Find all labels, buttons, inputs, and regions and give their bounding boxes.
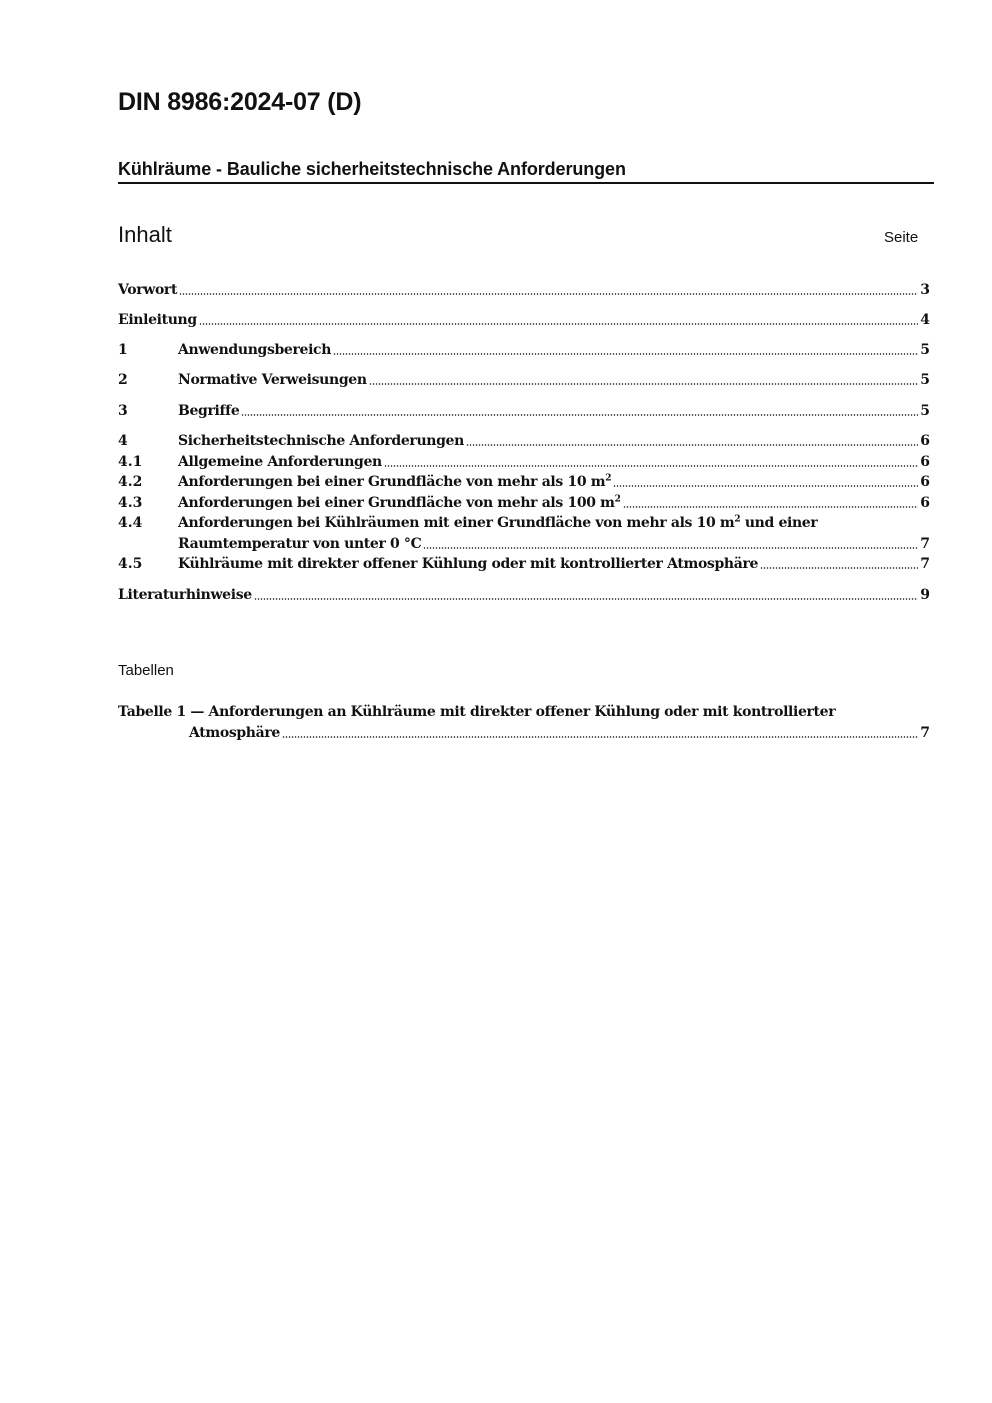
- toc-leader: [241, 414, 918, 416]
- toc-entry-number: 1: [118, 342, 128, 358]
- toc-entry-title: Vorwort: [118, 282, 178, 298]
- toc-entry-page: 6: [920, 474, 930, 490]
- toc-entry-page: 5: [920, 403, 930, 419]
- toc-entry-title: Kühlräume mit direkter offener Kühlung oder mit kontrollierter Atmosphäre: [178, 556, 759, 572]
- toc-entry-number: 2: [118, 372, 128, 388]
- toc-entry-number: 4.2: [118, 474, 143, 490]
- toc-entry-number: 4.3: [118, 495, 143, 511]
- toc-entry-title-line2: Raumtemperatur von unter 0 °C: [178, 536, 422, 552]
- toc-entry-4-2[interactable]: [118, 472, 930, 492]
- toc-leader: [423, 547, 918, 549]
- toc-entry-page: 6: [920, 454, 930, 470]
- table-entry-1-line2[interactable]: [189, 723, 930, 743]
- table-entry-title-line2: Atmosphäre: [189, 725, 280, 741]
- toc-entry-page: 6: [920, 433, 930, 449]
- toc-entry-vorwort[interactable]: [118, 280, 930, 300]
- toc-leader: [760, 567, 918, 569]
- document-title: Kühlräume - Bauliche sicherheitstechnische Anforderungen: [118, 158, 934, 184]
- toc-leader: [199, 323, 918, 325]
- toc-page-label: Seite: [884, 229, 919, 246]
- toc-entry-page: 7: [920, 556, 930, 572]
- toc-leader: [179, 293, 918, 295]
- toc-entry-number: 3: [118, 403, 128, 419]
- toc-entry-number: 4: [118, 433, 128, 449]
- toc-entry-4[interactable]: [118, 431, 930, 451]
- toc-entry-title: Literaturhinweise: [118, 587, 252, 603]
- toc-entry-title: Anforderungen bei einer Grundfläche von mehr als 100 m: [178, 495, 615, 511]
- toc-entry-2[interactable]: [118, 370, 930, 390]
- toc-entry-3[interactable]: [118, 401, 930, 421]
- toc-entry-page: 3: [920, 282, 930, 298]
- superscript: 2: [734, 514, 741, 525]
- toc-leader: [333, 353, 918, 355]
- toc-entry-title-wrap: [178, 472, 611, 492]
- superscript: 2: [614, 494, 621, 505]
- toc-leader: [369, 383, 919, 385]
- toc-entry-page: 4: [920, 312, 930, 328]
- toc-leader: [623, 506, 919, 508]
- superscript: 2: [605, 473, 612, 484]
- document-id: DIN 8986:2024-07 (D): [118, 88, 362, 116]
- toc-entry-title: Allgemeine Anforderungen: [178, 454, 382, 470]
- toc-entry-einleitung[interactable]: [118, 310, 930, 330]
- toc-entry-4-1[interactable]: [118, 452, 930, 472]
- toc-entry-page: 6: [920, 495, 930, 511]
- toc-entry-title-wrap: [178, 493, 621, 513]
- toc-entry-title: Normative Verweisungen: [178, 372, 367, 388]
- toc-entry-4-4-line2[interactable]: [178, 534, 930, 554]
- toc-entry-number: 4.4: [118, 515, 143, 531]
- toc-leader: [466, 444, 918, 446]
- table-entry-page: 7: [920, 725, 930, 741]
- toc-entry-title: Begriffe: [178, 403, 240, 419]
- toc-entry-4-5[interactable]: [118, 554, 930, 574]
- toc-entry-title: Anwendungsbereich: [178, 342, 332, 358]
- toc-entry-title: Einleitung: [118, 312, 197, 328]
- toc-entry-title-continued: und einer: [740, 515, 818, 531]
- toc-entry-number: 4.1: [118, 454, 143, 470]
- toc-entry-number: 4.5: [118, 556, 143, 572]
- toc-entry-4-4[interactable]: [118, 513, 930, 533]
- toc-leader: [282, 736, 918, 738]
- toc-entry-title: Sicherheitstechnische Anforderungen: [178, 433, 464, 449]
- toc-entry-page: 9: [920, 587, 930, 603]
- toc-entry-title-line1: [178, 513, 817, 533]
- toc-entry-page: 7: [920, 536, 930, 552]
- table-entry-title-line1: Tabelle 1 — Anforderungen an Kühlräume mit direkter offener Kühlung oder mit kontrollierter: [118, 704, 836, 720]
- toc-entry-literaturhinweise[interactable]: [118, 585, 930, 605]
- toc-heading: Inhalt: [118, 222, 172, 247]
- toc-entry-page: 5: [920, 372, 930, 388]
- tables-heading: Tabellen: [118, 662, 174, 679]
- toc-leader: [613, 485, 918, 487]
- toc-entry-page: 5: [920, 342, 930, 358]
- toc-entry-title: Anforderungen bei Kühlräumen mit einer Grundfläche von mehr als 10 m: [178, 515, 735, 531]
- toc-leader: [254, 598, 918, 600]
- table-entry-1[interactable]: [118, 702, 930, 722]
- toc-entry-title: Anforderungen bei einer Grundfläche von mehr als 10 m: [178, 474, 606, 490]
- toc-entry-4-3[interactable]: [118, 493, 930, 513]
- toc-leader: [384, 465, 918, 467]
- toc-entry-1[interactable]: [118, 340, 930, 360]
